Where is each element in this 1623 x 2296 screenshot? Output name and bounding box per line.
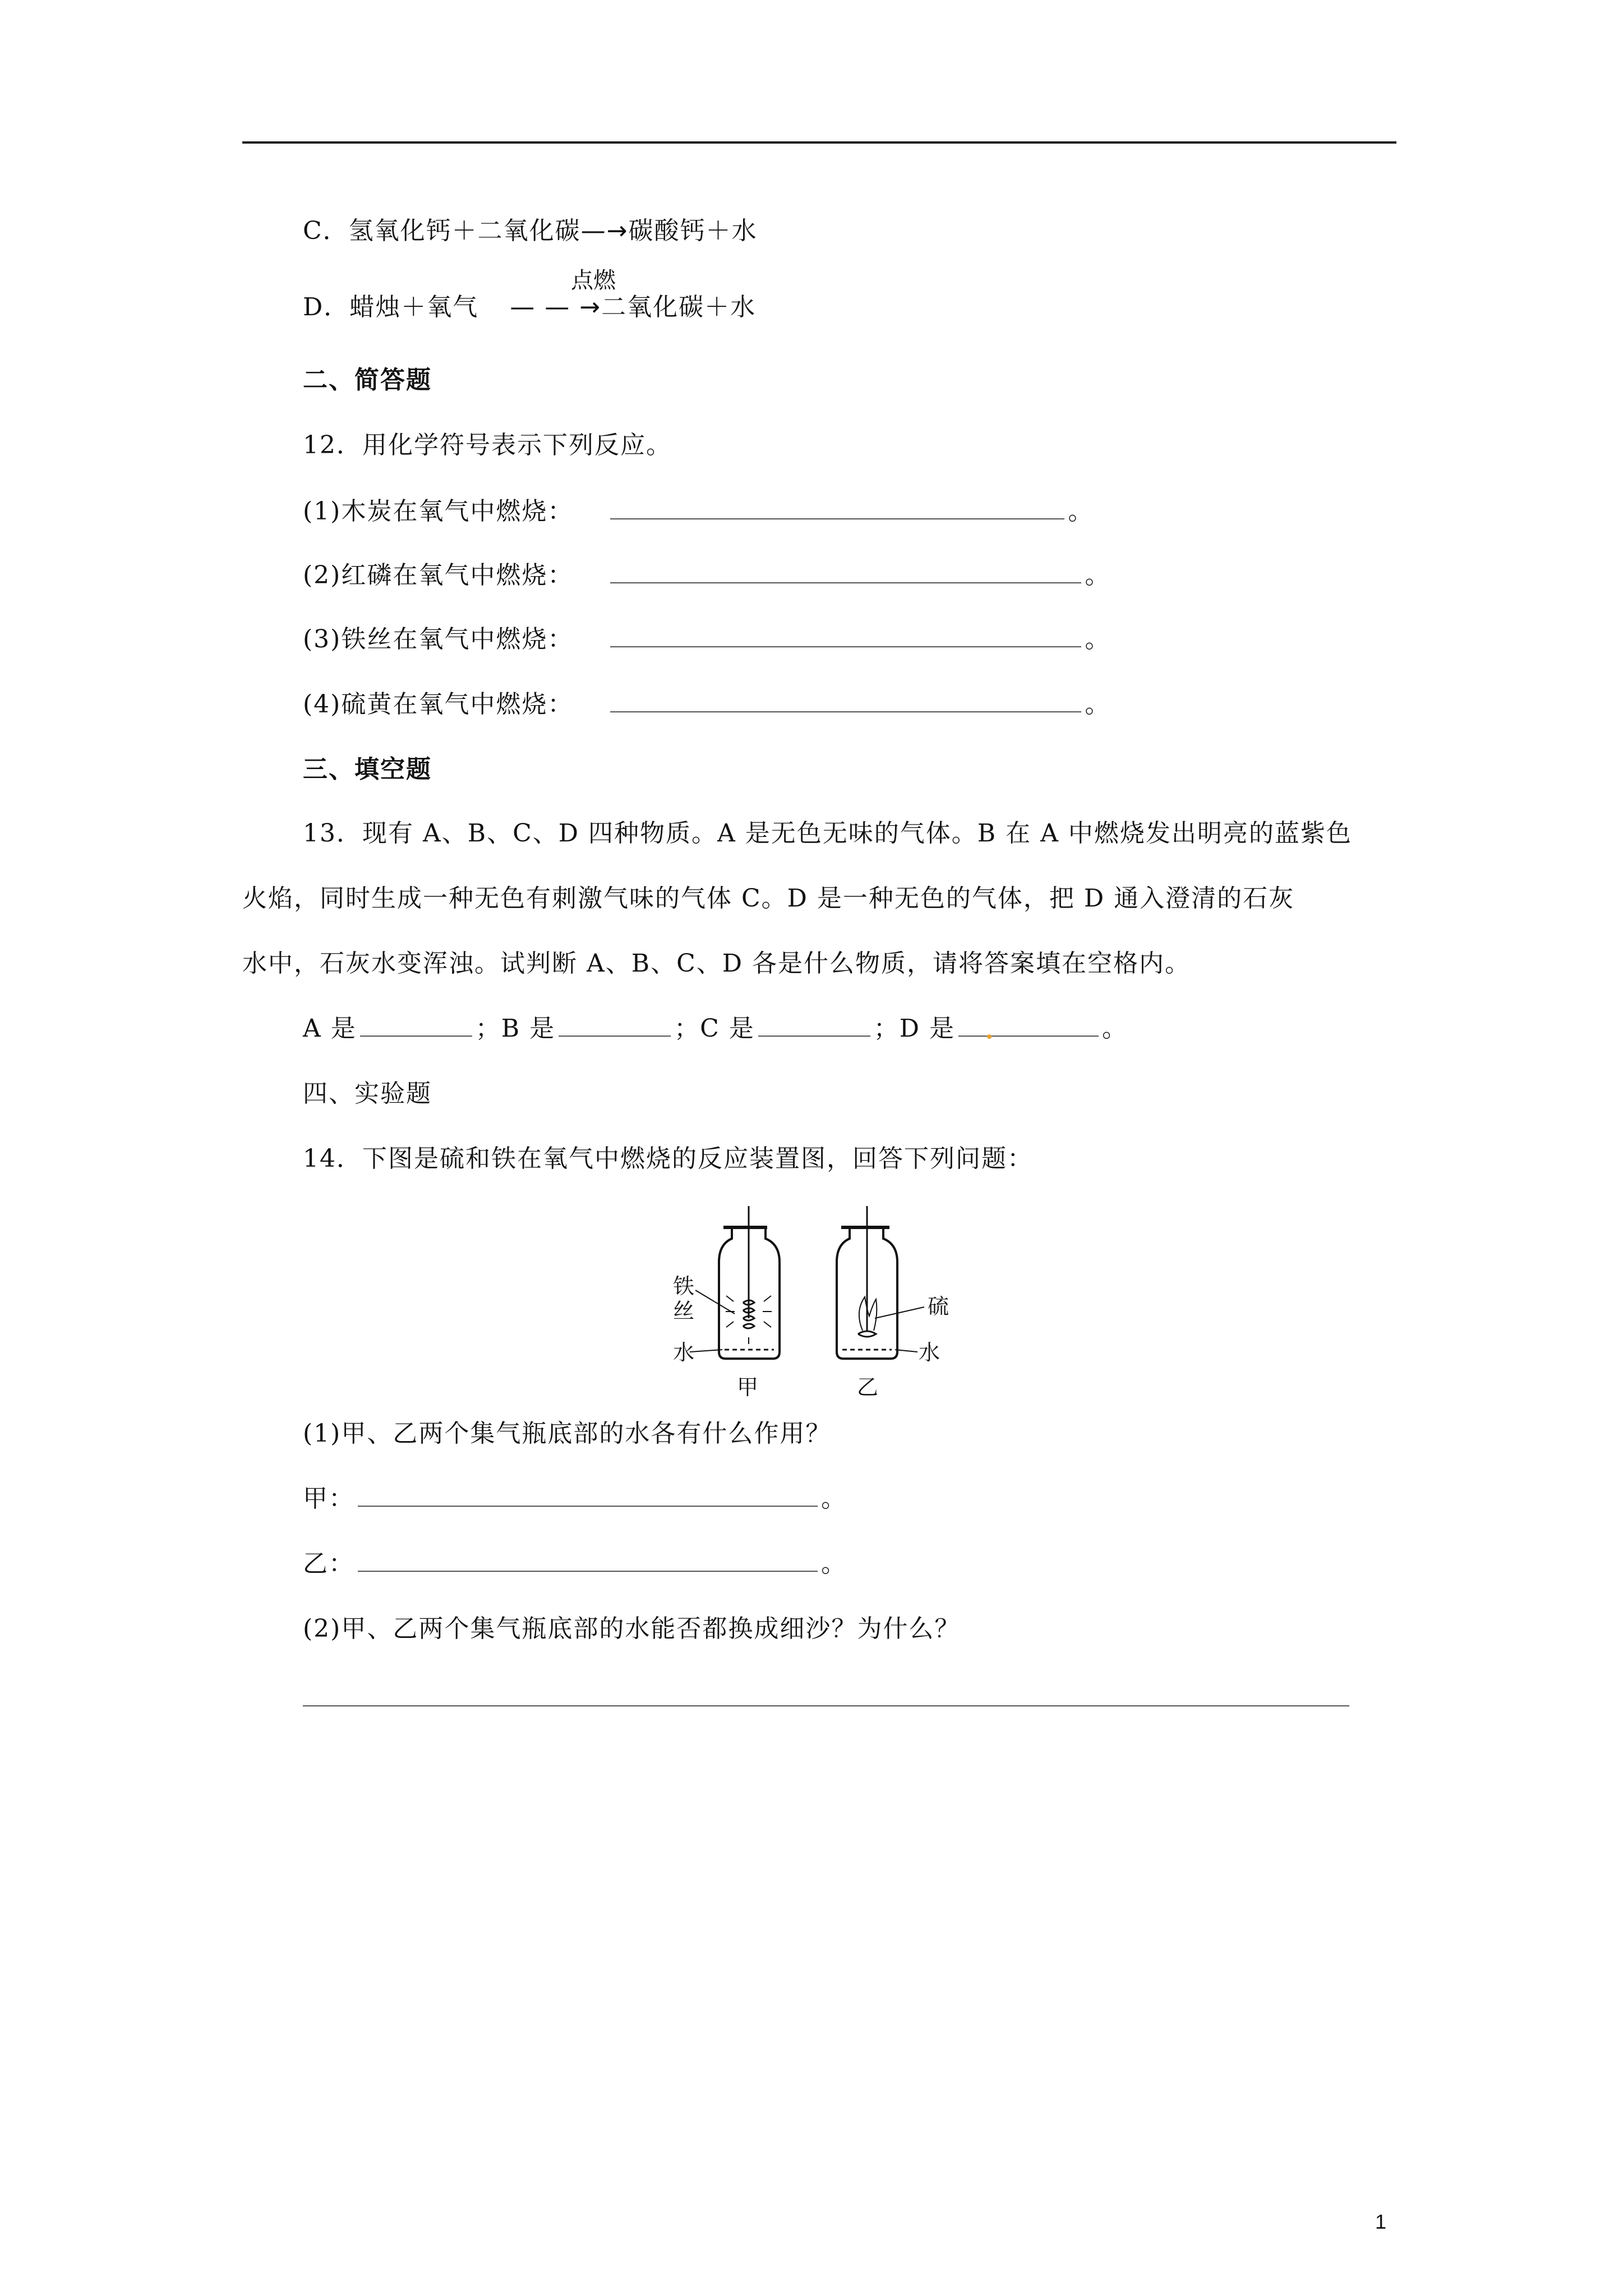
q13-line-1: 13．现有 A、B、C、D 四种物质。A 是无色无味的气体。B 在 A 中燃烧发出明亮的蓝紫色 <box>303 819 1352 848</box>
period: 。 <box>1068 497 1094 526</box>
q13-line-2: 火焰，同时生成一种无色有刺激气味的气体 C。D 是一种无色的气体，把 D 通入澄清的石灰 <box>242 884 1295 913</box>
period: 。 <box>1085 561 1111 590</box>
section-title-experiment: 四、实验题 <box>303 1079 432 1108</box>
stray-mark <box>987 1034 992 1039</box>
answer-blank[interactable] <box>358 1483 818 1507</box>
q14-sub-2: (2)甲、乙两个集气瓶底部的水能否都换成细沙？为什么？ <box>303 1614 961 1643</box>
option-d-products: 二氧化碳＋水 <box>601 293 757 321</box>
header-rule <box>242 141 1396 144</box>
reaction-arrow: — — → <box>510 293 602 321</box>
section-title-short-answer: 二、简答题 <box>303 366 432 394</box>
q12-item-label: (1)木炭在氧气中燃烧： <box>303 497 574 526</box>
answer-d-label: ；D 是 <box>873 1014 956 1043</box>
label-water-right: 水 <box>919 1340 940 1365</box>
label-sulfur: 硫 <box>928 1294 949 1319</box>
bottle-jia <box>673 1206 780 1400</box>
answer-blank[interactable] <box>610 624 1081 647</box>
answer-blank[interactable] <box>610 496 1064 519</box>
q14-stem: 14．下图是硫和铁在氧气中燃烧的反应装置图，回答下列问题： <box>303 1144 1033 1173</box>
period: 。 <box>821 1484 847 1513</box>
caption-yi: 乙 <box>857 1375 879 1400</box>
answer-a-blank[interactable] <box>360 1013 472 1037</box>
answer-b-label: ；B 是 <box>475 1014 556 1043</box>
page-number: 1 <box>1375 2210 1387 2233</box>
q12-item-label: (4)硫黄在氧气中燃烧： <box>303 690 574 719</box>
reaction-arrow: —→ <box>580 217 629 245</box>
option-c-products: 碳酸钙＋水 <box>628 217 758 245</box>
caption-jia: 甲 <box>737 1375 759 1400</box>
q12-item-4 <box>303 688 1110 721</box>
q13-line-3: 水中，石灰水变浑浊。试判断 A、B、C、D 各是什么物质，请将答案填在空格内。 <box>242 949 1191 978</box>
option-c <box>303 214 758 248</box>
ignite-condition: 点燃 <box>571 268 616 293</box>
yi-label: 乙： <box>303 1549 354 1578</box>
answer-blank[interactable] <box>610 689 1081 712</box>
q12-item-label: (3)铁丝在氧气中燃烧： <box>303 625 574 654</box>
answer-line-long[interactable] <box>303 1705 1349 1706</box>
label-water-left: 水 <box>673 1340 695 1365</box>
answer-a-label: A 是 <box>303 1014 357 1043</box>
period: 。 <box>821 1549 847 1578</box>
answer-b-blank[interactable] <box>559 1013 671 1037</box>
option-d-reactants: D．蜡烛＋氧气 <box>303 293 479 321</box>
q12-item-label: (2)红磷在氧气中燃烧： <box>303 561 574 590</box>
gas-bottle-figure <box>673 1184 987 1408</box>
answer-c-blank[interactable] <box>758 1013 870 1037</box>
jia-label: 甲： <box>303 1484 354 1513</box>
q12-item-1 <box>303 495 1094 528</box>
period: 。 <box>1085 690 1111 719</box>
option-d <box>303 291 756 324</box>
bottle-yi <box>837 1206 949 1400</box>
answer-d-blank[interactable] <box>958 1013 1099 1037</box>
answer-blank[interactable] <box>358 1548 818 1572</box>
section-title-fill-blank: 三、填空题 <box>303 755 432 784</box>
answer-blank[interactable] <box>610 560 1081 583</box>
answer-c-label: ；C 是 <box>674 1014 755 1043</box>
label-iron-2: 丝 <box>673 1299 695 1323</box>
q14-yi-answer <box>303 1547 847 1581</box>
q14-jia-answer <box>303 1482 847 1516</box>
q13-answers <box>303 1012 1128 1046</box>
period: 。 <box>1102 1014 1128 1043</box>
q12-stem: 12．用化学符号表示下列反应。 <box>303 431 672 459</box>
period: 。 <box>1085 625 1111 654</box>
q14-sub-1: (1)甲、乙两个集气瓶底部的水各有什么作用？ <box>303 1419 832 1448</box>
q12-item-3 <box>303 623 1110 656</box>
q12-item-2 <box>303 559 1110 592</box>
label-iron-1: 铁 <box>673 1274 695 1299</box>
option-c-reactants: C．氢氧化钙＋二氧化碳 <box>303 217 581 245</box>
